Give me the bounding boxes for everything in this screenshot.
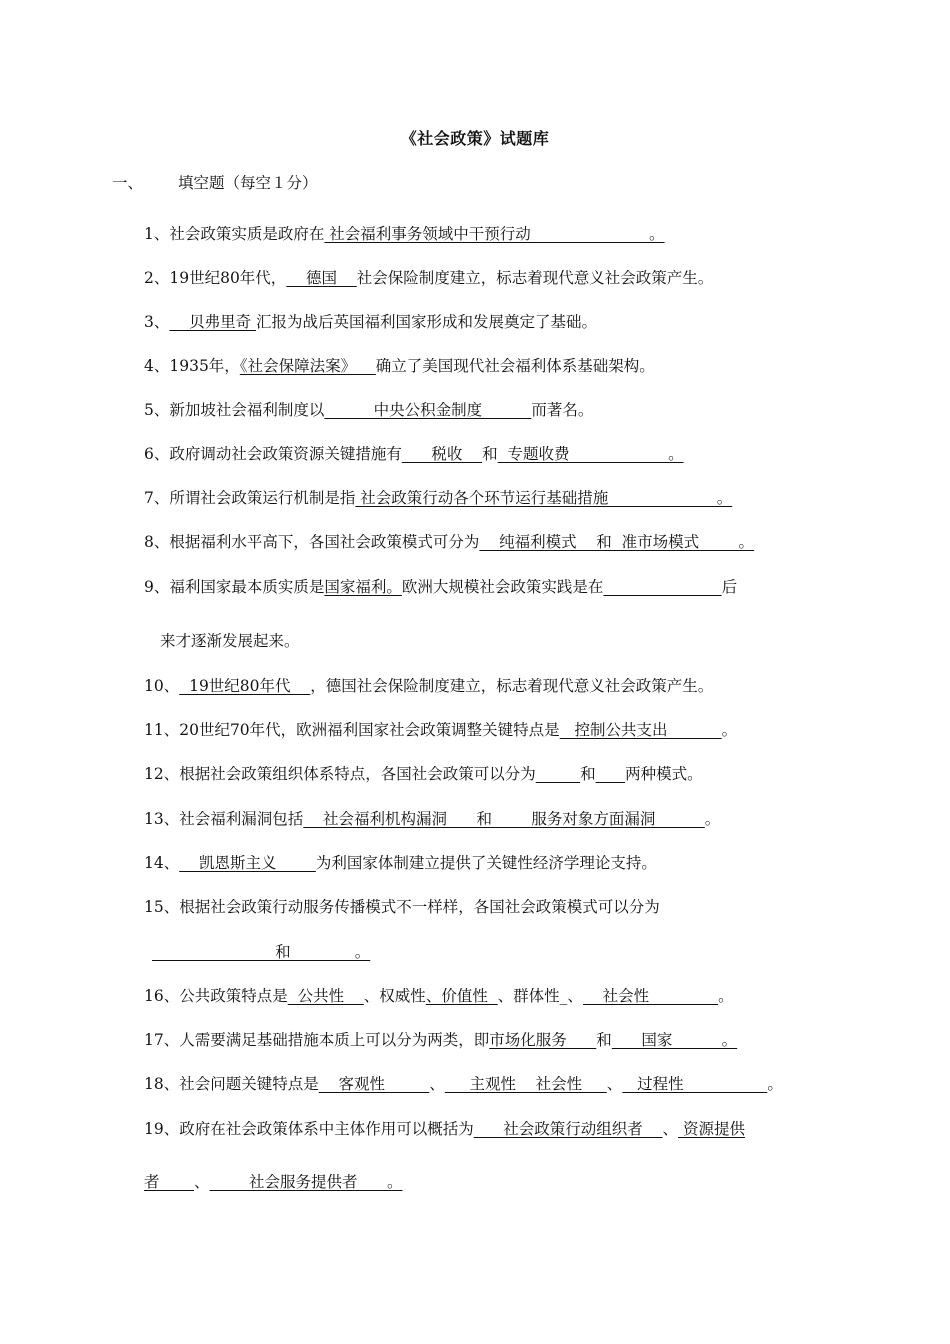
- answer-blank: [160, 1173, 195, 1191]
- question-text: 15、根据社会政策行动服务传播模式不一样样，各国社会政策模式可以分为: [144, 898, 660, 916]
- question-text: 和: [580, 765, 596, 783]
- question-text: 和: [596, 1031, 612, 1049]
- question-text: 确立了美国现代社会福利体系基础架构。: [375, 357, 655, 375]
- question-4: [144, 355, 655, 377]
- question-text: 。: [721, 721, 738, 739]
- question-text: ，德国社会保险制度建立，标志着现代意义社会政策产生。: [310, 677, 714, 695]
- question-text: 、: [194, 1173, 210, 1191]
- question-18: [144, 1073, 783, 1095]
- answer-blank: 社会性: [582, 987, 719, 1005]
- question-text: 。: [704, 810, 721, 828]
- question-16: [144, 985, 734, 1007]
- question-text: 12、根据社会政策组织体系特点，各国社会政策可以分为: [144, 765, 536, 783]
- document-title: 《社会政策》试题库: [400, 129, 550, 148]
- question-text: 7、所谓社会政策运行机制是指: [144, 489, 356, 507]
- question-text: 。: [767, 1075, 783, 1093]
- question-text: 为利国家体制建立提供了关键性经济学理论支持。: [315, 854, 657, 872]
- question-7: [144, 487, 732, 509]
- question-text: 、群体性_、: [497, 987, 583, 1005]
- question-text: 、权威性: [363, 987, 426, 1005]
- answer-blank: 19世纪80年代: [179, 677, 311, 695]
- answer-blank: 纯福利模式 和 准市场模式 。: [479, 533, 755, 551]
- question-2: [144, 267, 713, 289]
- answer-blank: 国家福利。: [324, 578, 402, 596]
- question-text: 两种模式。: [625, 765, 703, 783]
- answer-blank: 控制公共支出: [559, 721, 722, 739]
- answer-blank: 《社会保障法案》: [239, 357, 376, 375]
- question-3: [144, 311, 597, 333]
- answer-blank: 和 。: [152, 943, 371, 961]
- answer-blank: 社会福利机构漏洞 和 服务对象方面漏洞: [303, 810, 705, 828]
- question-text: 8、根据福利水平高下，各国社会政策模式可分为: [144, 533, 480, 551]
- question-text: 、: [606, 1075, 623, 1093]
- answer-blank: 社会服务提供者 。: [209, 1173, 403, 1191]
- answer-blank: 社会政策行动各个环节运行基础措施 。: [355, 489, 733, 507]
- question-text: 6、政府调动社会政策资源关键措施有: [144, 445, 402, 463]
- question-text: 和: [482, 445, 498, 463]
- question-text: 13、社会福利漏洞包括: [144, 810, 304, 828]
- answer-blank: 过程性: [622, 1075, 768, 1093]
- section-heading: [112, 171, 318, 193]
- answer-blank: [596, 765, 626, 783]
- question-text: 17、人需要满足基础措施本质上可以分为两类，即: [144, 1031, 490, 1049]
- answer-blank: 市场化服务: [489, 1031, 597, 1049]
- question-text: 18、社会问题关键特点是: [144, 1075, 319, 1093]
- question-text: 14、: [144, 854, 180, 872]
- answer-blank: [536, 765, 580, 783]
- question-5: [144, 399, 593, 421]
- answer-blank: 中央公积金制度: [324, 401, 532, 419]
- question-text: 。: [718, 987, 734, 1005]
- question-text: 社会保险制度建立，标志着现代意义社会政策产生。: [356, 269, 714, 287]
- answer-blank: 、价值性: [425, 987, 498, 1005]
- answer-blank: 德国: [286, 269, 357, 287]
- question-8: [144, 531, 754, 553]
- question-text: 9、福利国家最本质实质是: [144, 578, 325, 596]
- question-text: 而著名。: [531, 401, 594, 419]
- question-15-continued: [152, 941, 370, 963]
- question-19-continued: [144, 1171, 403, 1193]
- question-text: 4、1935年，: [144, 357, 240, 375]
- question-text: 欧洲大规模社会政策实践是在: [401, 578, 604, 596]
- question-17: [144, 1029, 737, 1051]
- question-13: [144, 808, 720, 830]
- answer-blank: 者: [144, 1173, 160, 1191]
- question-12: [144, 763, 703, 785]
- answer-blank: [603, 578, 721, 596]
- question-text: 3、: [144, 313, 170, 331]
- question-text: 2、19世纪80年代，: [144, 269, 287, 287]
- answer-blank: 主观性 社会性: [444, 1075, 607, 1093]
- question-text: 11、20世纪70年代，欧洲福利国家社会政策调整关键特点是: [144, 721, 560, 739]
- question-text: 、: [429, 1075, 445, 1093]
- question-text: 10、: [144, 677, 180, 695]
- section-label: 填空题（每空１分）: [178, 174, 318, 192]
- section-number: 一、: [112, 174, 144, 192]
- answer-blank: 社会福利事务领域中干预行动 。: [324, 225, 665, 243]
- answer-blank: 税收: [401, 445, 483, 463]
- question-text: 汇报为战后英国福利国家形成和发展奠定了基础。: [256, 313, 598, 331]
- question-10: [144, 675, 713, 697]
- question-text: 来才逐渐发展起来。: [160, 632, 300, 650]
- question-text: 、: [662, 1120, 679, 1138]
- question-text: 5、新加坡社会福利制度以: [144, 401, 325, 419]
- answer-blank: 公共性: [287, 987, 364, 1005]
- question-19: [144, 1118, 745, 1140]
- question-11: [144, 719, 737, 741]
- answer-blank: 国家 。: [611, 1031, 738, 1049]
- question-text: 后: [721, 578, 738, 596]
- answer-blank: 贝弗里奇: [169, 313, 257, 331]
- answer-blank: 客观性: [318, 1075, 430, 1093]
- question-15: [144, 896, 660, 918]
- question-9-continued: [160, 630, 300, 652]
- question-text: 16、公共政策特点是: [144, 987, 288, 1005]
- question-9: [144, 576, 737, 598]
- answer-blank: 社会政策行动组织者: [473, 1120, 663, 1138]
- question-1: [144, 223, 665, 245]
- question-14: [144, 852, 657, 874]
- answer-blank: 资源提供: [678, 1120, 745, 1138]
- answer-blank: 凯恩斯主义: [179, 854, 316, 872]
- question-text: 1、社会政策实质是政府在: [144, 225, 325, 243]
- question-6: [144, 443, 684, 465]
- answer-blank: 专题收费 。: [497, 445, 684, 463]
- question-text: 19、政府在社会政策体系中主体作用可以概括为: [144, 1120, 474, 1138]
